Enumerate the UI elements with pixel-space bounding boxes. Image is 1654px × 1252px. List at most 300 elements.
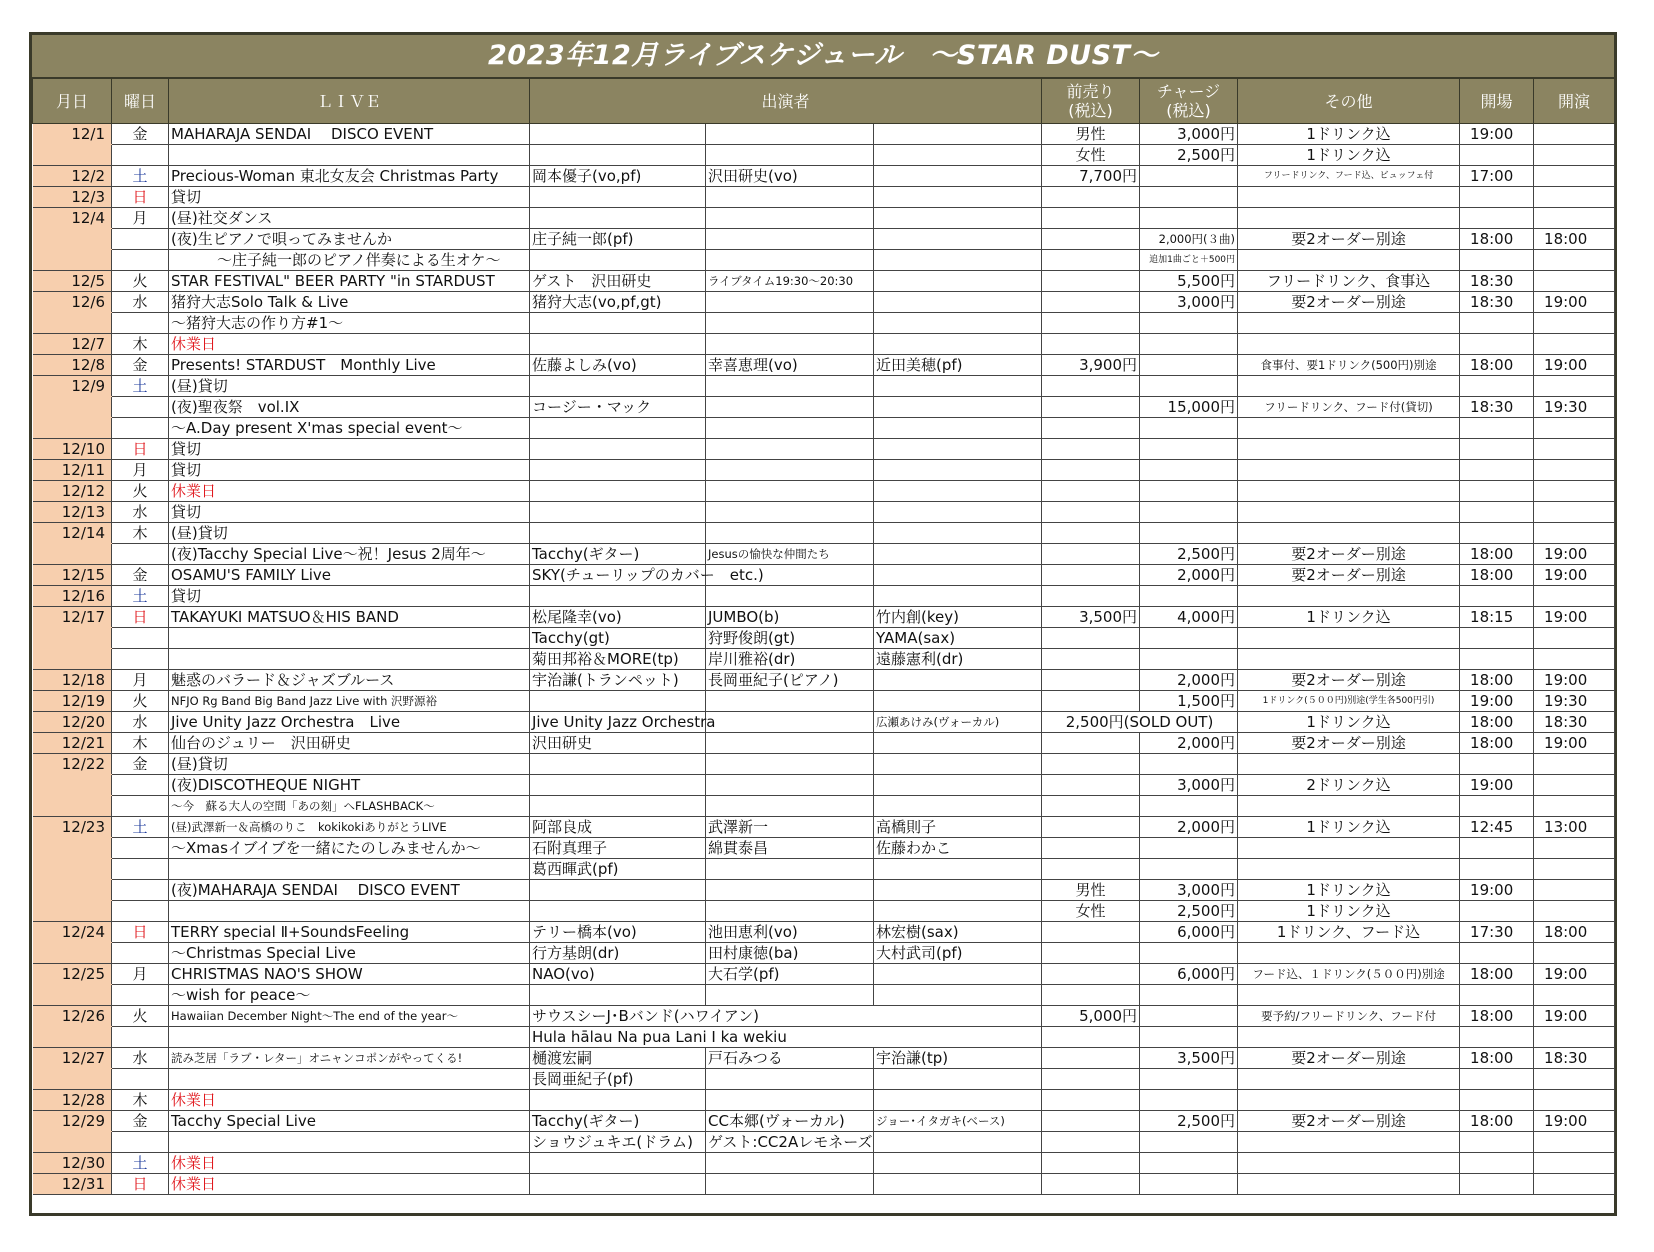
cell-p2: Jesusの愉快な仲間たち (706, 544, 874, 565)
table-row (33, 481, 1615, 502)
cell-date (33, 250, 112, 271)
cell-date: 12/8 (33, 355, 112, 376)
cell-start: 19:00 (1534, 1111, 1615, 1132)
cell-oth (1238, 628, 1460, 649)
cell-date: 12/30 (33, 1153, 112, 1174)
cell-date: 12/31 (33, 1174, 112, 1195)
cell-date: 12/1 (33, 124, 112, 145)
cell-oth (1238, 838, 1460, 859)
cell-oth: フリードリンク、食事込 (1238, 271, 1460, 292)
cell-pre (1042, 292, 1140, 313)
cell-p3 (874, 439, 1042, 460)
cell-p2: 綿貫泰昌 (706, 838, 874, 859)
cell-p3: 林宏樹(sax) (874, 922, 1042, 943)
cell-p1: 宇治謙(トランペット) (530, 670, 706, 691)
cell-chg (1140, 355, 1238, 376)
cell-live: OSAMU'S FAMILY Live (169, 565, 530, 586)
cell-live: TAKAYUKI MATSUO＆HIS BAND (169, 607, 530, 628)
header-performers: 出演者 (530, 79, 1042, 124)
table-row (33, 250, 1615, 271)
table-row (33, 796, 1615, 817)
cell-open: 18:30 (1460, 271, 1534, 292)
table-row (33, 1174, 1615, 1195)
cell-chg (1140, 859, 1238, 880)
schedule-table (32, 79, 1615, 1195)
cell-day (112, 229, 169, 250)
cell-open: 18:30 (1460, 397, 1534, 418)
cell-date (33, 313, 112, 334)
cell-p1: Tacchy(ギター) (530, 1111, 706, 1132)
cell-pre (1042, 922, 1140, 943)
cell-oth (1238, 1090, 1460, 1111)
cell-oth (1238, 208, 1460, 229)
cell-p3 (874, 481, 1042, 502)
table-row (33, 355, 1615, 376)
cell-open (1460, 376, 1534, 397)
cell-day (112, 880, 169, 901)
cell-p3: 宇治謙(tp) (874, 1048, 1042, 1069)
cell-p2 (706, 1090, 874, 1111)
cell-pre (1042, 397, 1140, 418)
cell-live: 猪狩大志Solo Talk & Live (169, 292, 530, 313)
cell-start: 18:00 (1534, 922, 1615, 943)
cell-date (33, 628, 112, 649)
cell-date (33, 1027, 112, 1048)
cell-chg: 追加1曲ごと＋500円 (1140, 250, 1238, 271)
table-row (33, 1090, 1615, 1111)
cell-oth (1238, 943, 1460, 964)
cell-p1 (530, 334, 706, 355)
cell-p2 (706, 229, 874, 250)
cell-pre (1042, 418, 1140, 439)
cell-p3: YAMA(sax) (874, 628, 1042, 649)
cell-p1 (530, 523, 706, 544)
cell-p2 (706, 880, 874, 901)
cell-oth: 1ドリンク込 (1238, 124, 1460, 145)
cell-oth (1238, 334, 1460, 355)
cell-p3 (874, 754, 1042, 775)
cell-oth: 2ドリンク込 (1238, 775, 1460, 796)
cell-live (169, 145, 530, 166)
cell-day: 金 (112, 1111, 169, 1132)
cell-date: 12/7 (33, 334, 112, 355)
cell-day (112, 649, 169, 670)
cell-p2 (706, 754, 874, 775)
cell-p1: 葛西暉武(pf) (530, 859, 706, 880)
cell-day: 水 (112, 292, 169, 313)
table-row (33, 565, 1615, 586)
cell-p2: 長岡亜紀子(ピアノ) (706, 670, 874, 691)
cell-p2 (706, 1174, 874, 1195)
cell-date (33, 145, 112, 166)
cell-day: 木 (112, 1090, 169, 1111)
table-row (33, 649, 1615, 670)
cell-day (112, 628, 169, 649)
cell-chg (1140, 502, 1238, 523)
cell-p2: 戸石みつる (706, 1048, 874, 1069)
cell-start (1534, 418, 1615, 439)
cell-date: 12/21 (33, 733, 112, 754)
cell-date: 12/27 (33, 1048, 112, 1069)
cell-live: 休業日 (169, 1153, 530, 1174)
cell-p3 (874, 397, 1042, 418)
cell-open (1460, 1153, 1534, 1174)
cell-start: 19:00 (1534, 565, 1615, 586)
cell-pre: 女性 (1042, 145, 1140, 166)
cell-chg (1140, 754, 1238, 775)
header-charge-line1: チャージ (1156, 82, 1221, 101)
cell-p1 (530, 124, 706, 145)
cell-oth: 1ドリンク込 (1238, 607, 1460, 628)
table-row (33, 733, 1615, 754)
cell-chg: 2,500円 (1140, 1111, 1238, 1132)
cell-p1 (530, 313, 706, 334)
cell-chg: 3,000円 (1140, 124, 1238, 145)
cell-open (1460, 1069, 1534, 1090)
header-presale (1042, 79, 1140, 124)
cell-day: 日 (112, 922, 169, 943)
cell-day: 土 (112, 817, 169, 838)
cell-chg: 2,000円 (1140, 817, 1238, 838)
cell-pre (1042, 1048, 1140, 1069)
cell-oth (1238, 502, 1460, 523)
cell-start (1534, 1069, 1615, 1090)
cell-start (1534, 1090, 1615, 1111)
cell-day (112, 418, 169, 439)
cell-p2 (706, 859, 874, 880)
cell-date: 12/28 (33, 1090, 112, 1111)
cell-p2 (706, 775, 874, 796)
cell-live: ～wish for peace～ (169, 985, 530, 1006)
cell-p2 (706, 586, 874, 607)
table-row (33, 859, 1615, 880)
cell-p3: 佐藤わかこ (874, 838, 1042, 859)
cell-date: 12/26 (33, 1006, 112, 1027)
cell-oth (1238, 796, 1460, 817)
cell-open (1460, 313, 1534, 334)
cell-open: 19:00 (1460, 880, 1534, 901)
cell-p3 (874, 208, 1042, 229)
cell-pre (1042, 460, 1140, 481)
cell-oth: 1ドリンク込 (1238, 712, 1460, 733)
cell-p3 (874, 670, 1042, 691)
cell-p3 (874, 1174, 1042, 1195)
cell-p1: コージー・マック (530, 397, 706, 418)
cell-live: Tacchy Special Live (169, 1111, 530, 1132)
cell-p1: 樋渡宏嗣 (530, 1048, 706, 1069)
table-row (33, 124, 1615, 145)
cell-start (1534, 775, 1615, 796)
cell-p1: ゲスト 沢田研史 (530, 271, 706, 292)
cell-chg (1140, 166, 1238, 187)
cell-chg: 6,000円 (1140, 922, 1238, 943)
cell-p2 (706, 250, 874, 271)
cell-pre (1042, 1027, 1140, 1048)
cell-day: 水 (112, 1048, 169, 1069)
cell-chg (1140, 1027, 1238, 1048)
header-start: 開演 (1534, 79, 1615, 124)
cell-start: 19:00 (1534, 733, 1615, 754)
cell-open: 17:00 (1460, 166, 1534, 187)
cell-oth (1238, 1174, 1460, 1195)
cell-p1 (530, 460, 706, 481)
cell-p3 (874, 880, 1042, 901)
cell-p1: NAO(vo) (530, 964, 706, 985)
cell-live: (夜)DISCOTHEQUE NIGHT (169, 775, 530, 796)
cell-start (1534, 460, 1615, 481)
cell-date: 12/12 (33, 481, 112, 502)
cell-chg: 3,000円 (1140, 775, 1238, 796)
cell-live: ～今 蘇る大人の空間「あの刻」へFLASHBACK～ (169, 796, 530, 817)
schedule-sheet (29, 32, 1617, 1216)
cell-date (33, 985, 112, 1006)
cell-chg: 2,000円 (1140, 565, 1238, 586)
cell-pre (1042, 796, 1140, 817)
cell-day (112, 313, 169, 334)
cell-open (1460, 502, 1534, 523)
cell-p1 (530, 1153, 706, 1174)
cell-p1 (530, 901, 706, 922)
schedule-body (33, 124, 1615, 1195)
cell-open: 18:00 (1460, 544, 1534, 565)
cell-day (112, 859, 169, 880)
table-row (33, 838, 1615, 859)
cell-chg (1140, 1153, 1238, 1174)
cell-pre (1042, 838, 1140, 859)
cell-open: 18:00 (1460, 1048, 1534, 1069)
cell-date (33, 649, 112, 670)
cell-p3 (874, 292, 1042, 313)
cell-p2 (706, 523, 874, 544)
cell-oth: 1ドリンク込 (1238, 901, 1460, 922)
table-row (33, 166, 1615, 187)
cell-live: ～Xmasイブイブを一緒にたのしみませんか～ (169, 838, 530, 859)
cell-day: 水 (112, 502, 169, 523)
cell-oth (1238, 1153, 1460, 1174)
table-row (33, 418, 1615, 439)
cell-chg: 1,500円 (1140, 691, 1238, 712)
cell-live (169, 1069, 530, 1090)
cell-oth: フード込、１ドリンク(５００円)別途 (1238, 964, 1460, 985)
cell-p3 (874, 1132, 1042, 1153)
cell-open: 18:00 (1460, 229, 1534, 250)
cell-pre (1042, 334, 1140, 355)
cell-oth (1238, 376, 1460, 397)
cell-date: 12/10 (33, 439, 112, 460)
cell-open (1460, 754, 1534, 775)
cell-pre (1042, 187, 1140, 208)
cell-pre (1042, 1132, 1140, 1153)
cell-start: 19:30 (1534, 691, 1615, 712)
cell-pre (1042, 859, 1140, 880)
cell-start (1534, 187, 1615, 208)
table-row (33, 397, 1615, 418)
cell-p1 (530, 1174, 706, 1195)
cell-start (1534, 502, 1615, 523)
table-row (33, 817, 1615, 838)
cell-date: 12/5 (33, 271, 112, 292)
cell-p2: ライブタイム19:30～20:30 (706, 271, 874, 292)
table-row (33, 292, 1615, 313)
cell-pre (1042, 1090, 1140, 1111)
table-row (33, 1048, 1615, 1069)
cell-oth (1238, 985, 1460, 1006)
table-row (33, 1006, 1615, 1027)
cell-p1: Tacchy(gt) (530, 628, 706, 649)
cell-oth (1238, 418, 1460, 439)
cell-p3 (874, 565, 1042, 586)
cell-chg: 15,000円 (1140, 397, 1238, 418)
cell-p2 (706, 187, 874, 208)
cell-pre (1042, 985, 1140, 1006)
cell-p1 (530, 250, 706, 271)
cell-open: 19:00 (1460, 124, 1534, 145)
cell-date: 12/14 (33, 523, 112, 544)
cell-p1: 阿部良成 (530, 817, 706, 838)
cell-date: 12/23 (33, 817, 112, 838)
cell-date: 12/19 (33, 691, 112, 712)
cell-p2: JUMBO(b) (706, 607, 874, 628)
table-row (33, 502, 1615, 523)
cell-p3 (874, 1069, 1042, 1090)
cell-oth (1238, 313, 1460, 334)
cell-pre: 3,500円 (1042, 607, 1140, 628)
cell-chg (1140, 649, 1238, 670)
cell-start: 18:30 (1534, 1048, 1615, 1069)
cell-date (33, 1069, 112, 1090)
cell-p1: 菊田邦裕＆MORE(tp) (530, 649, 706, 670)
cell-open (1460, 838, 1534, 859)
cell-open (1460, 628, 1534, 649)
header-day: 曜日 (112, 79, 169, 124)
table-row (33, 544, 1615, 565)
cell-open: 17:30 (1460, 922, 1534, 943)
cell-date: 12/9 (33, 376, 112, 397)
cell-live: 休業日 (169, 1174, 530, 1195)
cell-oth (1238, 187, 1460, 208)
cell-day: 日 (112, 439, 169, 460)
cell-live: Hawaiian December Night～The end of the year～ (169, 1006, 530, 1027)
cell-pre (1042, 670, 1140, 691)
cell-date: 12/25 (33, 964, 112, 985)
cell-p2 (706, 691, 874, 712)
table-row (33, 628, 1615, 649)
cell-open: 18:00 (1460, 355, 1534, 376)
cell-day: 火 (112, 1006, 169, 1027)
cell-live: 読み芝居「ラブ・レター」オニャンコポンがやってくる! (169, 1048, 530, 1069)
cell-live: (夜)聖夜祭 vol.IX (169, 397, 530, 418)
cell-start: 19:00 (1534, 607, 1615, 628)
cell-day: 月 (112, 208, 169, 229)
cell-live: CHRISTMAS NAO'S SHOW (169, 964, 530, 985)
cell-start: 18:00 (1534, 229, 1615, 250)
cell-live: 休業日 (169, 1090, 530, 1111)
cell-day: 火 (112, 271, 169, 292)
cell-start: 19:30 (1534, 397, 1615, 418)
cell-live: (夜)生ピアノで唄ってみませんか (169, 229, 530, 250)
cell-p2 (706, 1069, 874, 1090)
cell-day (112, 1027, 169, 1048)
cell-start (1534, 439, 1615, 460)
cell-open: 18:00 (1460, 1006, 1534, 1027)
cell-chg: 2,000円(３曲) (1140, 229, 1238, 250)
cell-open (1460, 943, 1534, 964)
cell-day: 木 (112, 334, 169, 355)
cell-oth: 要2オーダー別途 (1238, 1048, 1460, 1069)
cell-chg (1140, 628, 1238, 649)
cell-day: 金 (112, 565, 169, 586)
cell-day: 土 (112, 376, 169, 397)
cell-live: 貸切 (169, 439, 530, 460)
cell-live: ～Christmas Special Live (169, 943, 530, 964)
cell-start (1534, 754, 1615, 775)
table-row (33, 607, 1615, 628)
header-live: ＬＩＶＥ (169, 79, 530, 124)
cell-open (1460, 586, 1534, 607)
cell-pre (1042, 439, 1140, 460)
cell-day: 金 (112, 355, 169, 376)
cell-live: (昼)貸切 (169, 523, 530, 544)
cell-pre: 7,700円 (1042, 166, 1140, 187)
cell-date: 12/18 (33, 670, 112, 691)
cell-start (1534, 250, 1615, 271)
cell-start: 19:00 (1534, 544, 1615, 565)
cell-p3: 広瀬あけみ(ヴォーカル) (874, 712, 1042, 733)
cell-date (33, 1132, 112, 1153)
cell-p3 (874, 796, 1042, 817)
cell-p1: 松尾隆幸(vo) (530, 607, 706, 628)
cell-date: 12/16 (33, 586, 112, 607)
cell-start (1534, 586, 1615, 607)
cell-oth: フリードリンク、フード付(貸切) (1238, 397, 1460, 418)
cell-p3 (874, 523, 1042, 544)
cell-p3 (874, 229, 1042, 250)
table-row (33, 754, 1615, 775)
cell-chg: 2,500円 (1140, 901, 1238, 922)
table-row (33, 1111, 1615, 1132)
cell-p2 (706, 712, 874, 733)
cell-p3: 高橋則子 (874, 817, 1042, 838)
cell-day: 木 (112, 733, 169, 754)
cell-p3 (874, 124, 1042, 145)
cell-p1: ショウジュキエ(ドラム) (530, 1132, 706, 1153)
table-row (33, 271, 1615, 292)
cell-start (1534, 1027, 1615, 1048)
cell-chg: 5,500円 (1140, 271, 1238, 292)
cell-start (1534, 334, 1615, 355)
cell-chg (1140, 985, 1238, 1006)
cell-oth: 1ドリンク込 (1238, 880, 1460, 901)
cell-live: 貸切 (169, 586, 530, 607)
cell-p2 (706, 796, 874, 817)
cell-live: 貸切 (169, 460, 530, 481)
cell-p2 (706, 481, 874, 502)
cell-open (1460, 481, 1534, 502)
cell-start (1534, 145, 1615, 166)
cell-live: (昼)社交ダンス (169, 208, 530, 229)
cell-pre: 男性 (1042, 880, 1140, 901)
cell-p3 (874, 859, 1042, 880)
cell-p1 (530, 796, 706, 817)
cell-live: (昼)貸切 (169, 376, 530, 397)
cell-oth: 要2オーダー別途 (1238, 292, 1460, 313)
cell-p1: 石附真理子 (530, 838, 706, 859)
cell-oth: 要2オーダー別途 (1238, 229, 1460, 250)
cell-p1: Jive Unity Jazz Orchestra (530, 712, 706, 733)
cell-start: 19:00 (1534, 670, 1615, 691)
cell-open: 18:00 (1460, 565, 1534, 586)
cell-start (1534, 796, 1615, 817)
